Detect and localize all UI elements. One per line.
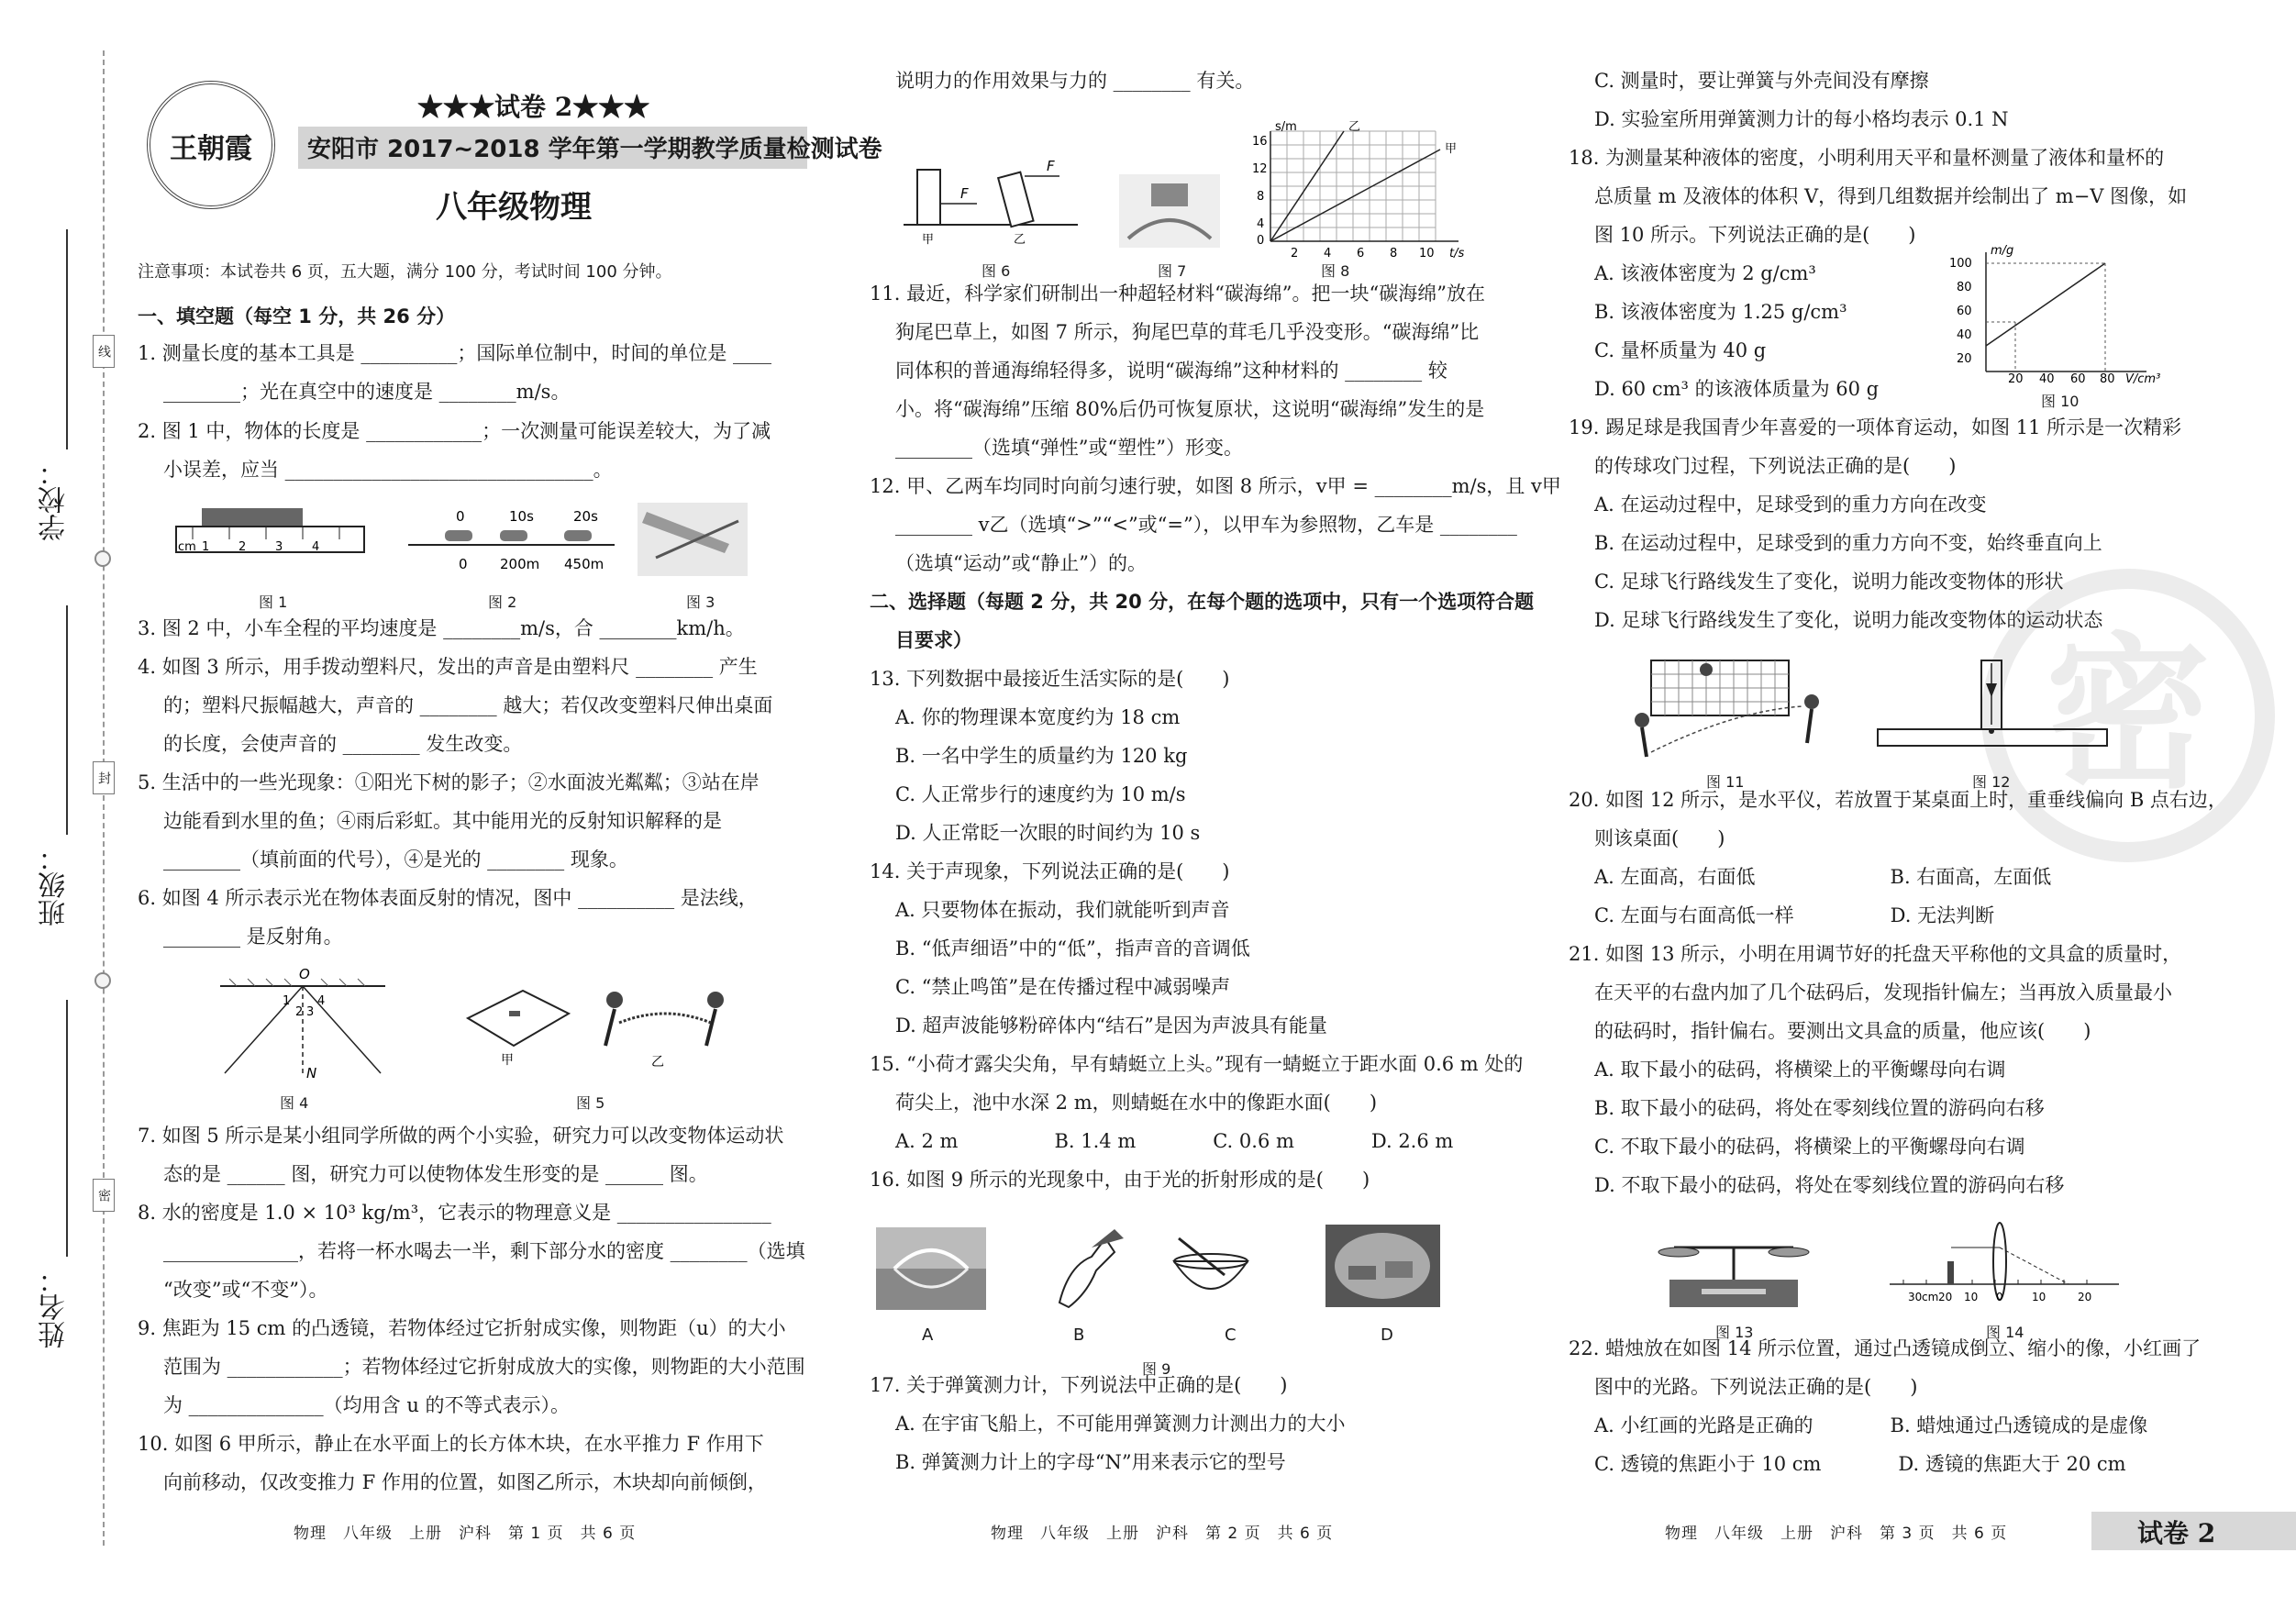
subject-title: 八年级物理 [436,189,592,226]
col3-line: 19. 踢足球是我国青少年喜爱的一项体育运动，如图 11 所示是一次精彩 [1569,416,2182,438]
name-label: 姓名： [39,1266,71,1348]
caption-fig3: 图 3 [686,593,715,611]
col3-line: C. 左面与右面高低一样 D. 无法判断 [1594,904,1995,926]
name-underline [66,1000,68,1257]
svg-text:乙: 乙 [651,1055,664,1070]
caption-fig12: 图 12 [1972,773,2011,791]
svg-text:200m: 200m [500,556,540,572]
col1-line: 的；塑料尺振幅越大，声音的 ________ 越大；若仅改变塑料尺伸出桌面 [163,694,773,716]
exam-title: 安阳市 2017~2018 学年第一学期教学质量检测试卷 [307,136,882,163]
svg-text:0: 0 [456,508,465,525]
svg-text:100: 100 [1949,257,1972,271]
svg-text:0: 0 [1996,1291,2003,1303]
col3-line: C. 测量时，要让弹簧与外壳间没有摩擦 [1594,70,1929,92]
svg-text:2: 2 [295,1005,304,1019]
col1-line: 2. 图 1 中，物体的长度是 ____________；一次测量可能误差较大，为了减 [138,420,771,442]
svg-text:16: 16 [1252,135,1268,149]
figure-8-st-graph [1248,117,1481,246]
svg-text:s/m: s/m [1275,120,1297,134]
figure-9a-bridge-photo [876,1227,986,1310]
figure-1-ruler [174,503,367,567]
col2-line: D. 超声波能够粉碎体内“结石”是因为声波具有能量 [895,1015,1327,1037]
col2-line: ________ v乙（选填“>”“<”或“=”），以甲车为参照物，乙车是 ________ [895,514,1517,536]
figure-11-soccer [1624,656,1835,766]
caption-fig14: 图 14 [1986,1324,2024,1341]
figure-9d-mirror-photo [1325,1225,1440,1307]
col1-line: “改变”或“不变”）。 [163,1279,328,1301]
svg-text:8: 8 [1257,190,1265,204]
col2-line: 13. 下列数据中最接近生活实际的是( ) [870,668,1230,690]
svg-text:10s: 10s [509,508,534,525]
col2-line: ________（选填“弹性”或“塑性”）形变。 [895,437,1243,459]
caption-fig11: 图 11 [1706,773,1745,791]
svg-text:4: 4 [1257,217,1265,231]
caption-fig4: 图 4 [280,1094,309,1112]
figure-4-reflection [211,968,394,1087]
col3-line: 在天平的右盘内加了几个砝码后，发现指针偏左；当再放入质量最小 [1594,981,2172,1004]
svg-text:60: 60 [2070,372,2086,386]
figure-7-carbon-sponge [1119,174,1220,248]
svg-text:m/g: m/g [1991,244,2014,258]
svg-text:cm: cm [1922,1291,1939,1303]
col2-line: 荷尖上，池中水深 2 m，则蜻蜓在水中的像距水面( ) [895,1092,1378,1114]
caption-fig9: 图 9 [1142,1360,1171,1378]
col3-line: C. 不取下最小的砝码，将横梁上的平衡螺母向右调 [1594,1136,2025,1158]
caption-fig13: 图 13 [1715,1324,1754,1341]
svg-text:1: 1 [202,540,210,554]
col3-line: 的砝码时，指针偏右。要测出文具盒的质量，他应该( ) [1594,1020,2091,1042]
caption-fig5: 图 5 [576,1094,605,1112]
figure-8-t-ticks [1261,244,1500,262]
svg-text:N: N [306,1065,317,1081]
caption-fig1: 图 1 [259,593,288,611]
col2-line: 17. 关于弹簧测力计，下列说法中正确的是( ) [870,1374,1288,1396]
punch-hole-icon [94,972,111,989]
col2-line: 11. 最近，科学家们研制出一种超轻材料“碳海绵”。把一块“碳海绵”放在 [870,283,1486,305]
class-underline [66,605,68,835]
col3-line: 图 10 所示。下列说法正确的是( ) [1594,224,1916,246]
col3-line: C. 足球飞行路线发生了变化，说明力能改变物体的形状 [1594,571,2064,593]
svg-text:20: 20 [1938,1291,1953,1303]
col3-line: D. 实验室所用弹簧测力计的每小格均表示 0.1 N [1594,108,2009,130]
col2-line: A. 只要物体在振动，我们就能听到声音 [895,899,1230,921]
col2-line: 小。将“碳海绵”压缩 80%后仍可恢复原状，这说明“碳海绵”发生的是 [895,398,1485,420]
svg-text:O: O [299,968,310,982]
col3-line: D. 60 cm³ 的该液体质量为 60 g [1594,378,1880,400]
svg-text:20: 20 [2008,372,2024,386]
col2-line: 16. 如图 9 所示的光现象中，由于光的折射形成的是( ) [870,1169,1370,1191]
col3-line: 总质量 m 及液体的体积 V，得到几组数据并绘制出了 m−V 图像，如 [1594,185,2188,207]
svg-text:cm: cm [178,540,196,554]
caption-fig8: 图 8 [1321,262,1350,280]
footer-page-1: 物理 八年级 上册 沪科 第 1 页 共 6 页 [294,1525,637,1543]
col2-line: C. “禁止鸣笛”是在传播过程中减弱噪声 [895,976,1231,998]
col2-line: A. 你的物理课本宽度约为 18 cm [895,706,1181,728]
svg-text:F: F [960,185,969,202]
figure-9b-hand-shadow [1041,1220,1133,1312]
school-underline [66,229,68,449]
col3-line: 图中的光路。下列说法正确的是( ) [1594,1376,1918,1398]
col3-line: D. 足球飞行路线发生了变化，说明力能改变物体的运动状态 [1594,609,2103,631]
col1-line: 10. 如图 6 甲所示，静止在水平面上的长方体木块，在水平推力 F 作用下 [138,1433,764,1455]
col2-line: 15. “小荷才露尖尖角，早有蜻蜓立上头。”现有一蜻蜓立于距水面 0.6 m 处的 [870,1053,1524,1075]
col3-line: D. 不取下最小的砝码，将处在零刻线位置的游码向右移 [1594,1174,2065,1196]
exam-notice: 注意事项：本试卷共 6 页，五大题，满分 100 分，考试时间 100 分钟。 [138,262,672,282]
figure-14-lens [1885,1220,2124,1312]
svg-text:4: 4 [312,540,320,554]
column-3 [1569,0,2227,1597]
svg-text:6: 6 [1357,247,1365,261]
school-label: 学校： [39,459,71,541]
watermark-seal-char: 密 [2045,619,2211,811]
svg-text:80: 80 [1957,281,1972,294]
col2-line: B. 一名中学生的质量约为 120 kg [895,745,1188,767]
svg-text:t/s: t/s [1449,247,1465,261]
option-c-label: C [1225,1325,1237,1345]
figure-12-level-meter [1876,656,2114,766]
svg-text:450m: 450m [564,556,605,572]
svg-text:80: 80 [2100,372,2115,386]
figure-10-mv-graph [1949,243,2160,381]
col3-line: A. 左面高，右面低 B. 右面高，左面低 [1594,866,2052,888]
figure-13-balance [1651,1229,1816,1316]
col3-line: 18. 为测量某种液体的密度，小明利用天平和量杯测量了液体和量杯的 [1569,147,2165,169]
col1-line: 范围为 ____________；若物体经过它折射成放大的实像，则物距的大小范围 [163,1356,805,1378]
option-d-label: D [1381,1325,1393,1345]
svg-text:30: 30 [1908,1291,1923,1303]
svg-text:甲: 甲 [501,1053,514,1068]
col2-line: 二、选择题（每题 2 分，共 20 分，在每个题的选项中，只有一个选项符合题 [870,591,1535,613]
option-b-label: B [1073,1325,1085,1345]
svg-text:0: 0 [1257,234,1265,246]
col3-line: C. 透镜的焦距小于 10 cm D. 透镜的焦距大于 20 cm [1594,1453,2126,1475]
figure-6-blocks [904,119,1087,248]
col1-line: 态的是 ______ 图，研究力可以使物体发生形变的是 ______ 图。 [163,1163,708,1185]
col1-line: 为 ______________（均用含 u 的不等式表示）。 [163,1394,571,1416]
col3-line: B. 取下最小的砝码，将处在零刻线位置的游码向右移 [1594,1097,2045,1119]
col2-line: 14. 关于声现象，下列说法正确的是( ) [870,860,1230,882]
svg-text:20: 20 [2078,1291,2092,1303]
col2-line: A. 在宇宙飞船上，不可能用弹簧测力计测出力的大小 [895,1413,1346,1435]
col3-line: A. 取下最小的砝码，将横梁上的平衡螺母向右调 [1594,1059,2006,1081]
col1-line: ______________，若将一杯水喝去一半，剩下部分水的密度 ________（选填 [163,1240,805,1262]
seal-mark-mi: 密 [93,1179,115,1212]
seal-mark-feng: 封 [93,761,115,794]
col1-line: ________（填前面的代号），④是光的 ________ 现象。 [163,848,628,871]
svg-text:V/cm³: V/cm³ [2125,372,2161,386]
col3-line: A. 在运动过程中，足球受到的重力方向在改变 [1594,494,1987,516]
col3-line: B. 该液体密度为 1.25 g/cm³ [1594,301,1847,323]
col3-line: A. 该液体密度为 2 g/cm³ [1594,262,1816,284]
svg-text:甲: 甲 [922,233,935,247]
col3-line: 22. 蜡烛放在如图 14 所示位置，通过凸透镜成倒立、缩小的像，小红画了 [1569,1337,2202,1359]
svg-text:乙: 乙 [1348,120,1361,134]
caption-fig10: 图 10 [2041,393,2080,410]
svg-text:20: 20 [1957,352,1972,366]
col2-line: 12. 甲、乙两车均同时向前匀速行驶，如图 8 所示，v甲 = ________m/s，且 v甲 [870,475,1561,497]
footer-page-2: 物理 八年级 上册 沪科 第 2 页 共 6 页 [991,1525,1334,1543]
col3-line: 21. 如图 13 所示，小明在用调节好的托盘天平称他的文具盒的质量时， [1569,943,2182,965]
figure-5-experiments [459,972,734,1073]
col3-line: 的传球攻门过程，下列说法正确的是( ) [1594,455,1957,477]
col1-line: ________；光在真空中的速度是 ________m/s。 [163,381,571,403]
punch-hole-icon [94,550,111,567]
svg-text:0: 0 [459,556,468,572]
figure-10-v-ticks [1995,370,2197,388]
col2-line: B. 弹簧测力计上的字母“N”用来表示它的型号 [895,1451,1286,1473]
col1-line: 9. 焦距为 15 cm 的凸透镜，若物体经过它折射成实像，则物距（u）的大小 [138,1317,786,1339]
seal-mark-xian: 线 [93,335,115,368]
col2-line: 狗尾巴草上，如图 7 所示，狗尾巴草的茸毛几乎没变形。“碳海绵”比 [895,321,1480,343]
col1-line: 6. 如图 4 所示表示光在物体表面反射的情况，图中 __________ 是法线， [138,887,758,909]
figure-9c-bowl-spoon [1165,1234,1257,1307]
col3-line: C. 量杯质量为 40 g [1594,339,1767,361]
col1-line: 4. 如图 3 所示，用手拨动塑料尺，发出的声音是由塑料尺 ________ 产生 [138,656,758,678]
col1-line: 一、填空题（每空 1 分，共 26 分） [138,305,456,327]
svg-text:4: 4 [1324,247,1332,261]
footer-page-3: 物理 八年级 上册 沪科 第 3 页 共 6 页 [1665,1525,2008,1543]
col3-line: A. 小红画的光路是正确的 B. 蜡烛通过凸透镜成的是虚像 [1594,1414,2148,1436]
col2-line: 目要求） [895,629,972,651]
svg-text:12: 12 [1252,162,1268,176]
caption-fig6: 图 6 [982,262,1011,280]
col1-line: 1. 测量长度的基本工具是 __________；国际单位制中，时间的单位是 ____ [138,342,772,364]
caption-fig2: 图 2 [488,593,517,611]
svg-text:乙: 乙 [1014,233,1026,247]
class-label: 班级： [39,844,71,926]
col3-line: 20. 如图 12 所示，是水平仪，若放置于某桌面上时，重垂线偏向 B 点右边， [1569,789,2227,811]
col1-line: 边能看到水里的鱼；④雨后彩虹。其中能用光的反射知识解释的是 [163,810,722,832]
col2-line: D. 人正常眨一次眼的时间约为 10 s [895,822,1201,844]
footer-trial-tag: 试卷 2 [2137,1518,2216,1548]
svg-text:4: 4 [317,994,326,1008]
binding-line [103,50,105,1546]
caption-fig7: 图 7 [1158,262,1187,280]
svg-text:40: 40 [2039,372,2055,386]
svg-text:甲: 甲 [1445,142,1458,156]
col2-line: B. “低声细语”中的“低”，指声音的音调低 [895,937,1250,959]
col3-line: 则该桌面( ) [1594,827,1725,849]
svg-text:60: 60 [1957,305,1972,318]
col1-line: 3. 图 2 中，小车全程的平均速度是 ________m/s，合 ________km/h。 [138,617,745,639]
trial-number: ★★★试卷 2★★★ [417,92,650,122]
col1-line: 小误差，应当 ________________________________。 [163,459,613,481]
svg-text:2: 2 [1291,247,1299,261]
publisher-logo: 王朝霞 [147,81,275,209]
col1-line: 5. 生活中的一些光现象：①阳光下树的影子；②水面波光粼粼；③站在岸 [138,771,760,793]
svg-text:20s: 20s [573,508,598,525]
svg-text:3: 3 [306,1005,315,1019]
col2-line: A. 2 m B. 1.4 m C. 0.6 m D. 2.6 m [895,1130,1454,1152]
svg-text:40: 40 [1957,328,1972,342]
svg-text:1: 1 [283,994,291,1008]
col1-line: 向前移动，仅改变推力 F 作用的位置，如图乙所示，木块却向前倾倒， [163,1471,767,1493]
svg-text:10: 10 [2032,1291,2046,1303]
svg-text:10: 10 [1419,247,1435,261]
svg-text:F: F [1047,158,1055,174]
col3-line: B. 在运动过程中，足球受到的重力方向不变，始终垂直向上 [1594,532,2102,554]
col2-line: C. 人正常步行的速度约为 10 m/s [895,783,1186,805]
svg-text:2: 2 [238,540,247,554]
svg-text:8: 8 [1390,247,1398,261]
col1-line: ________ 是反射角。 [163,926,343,948]
col1-line: 8. 水的密度是 1.0 × 10³ kg/m³，它表示的物理意义是 ________________ [138,1202,771,1224]
svg-text:3: 3 [275,540,283,554]
svg-text:10: 10 [1964,1291,1979,1303]
figure-3-ruler-pluck [638,503,748,576]
col1-line: 7. 如图 5 所示是某小组同学所做的两个小实验，研究力可以改变物体运动状 [138,1125,784,1147]
column-1 [138,0,812,1597]
col1-line: 的长度，会使声音的 ________ 发生改变。 [163,733,523,755]
col2-line: 同体积的普通海绵轻得多，说明“碳海绵”这种材料的 ________ 较 [895,360,1447,382]
col2-line: （选填“运动”或“静止”）的。 [895,552,1147,574]
option-a-label: A [922,1325,934,1345]
figure-2-cars [390,503,619,576]
col2-line: 说明力的作用效果与力的 ________ 有关。 [895,70,1255,92]
